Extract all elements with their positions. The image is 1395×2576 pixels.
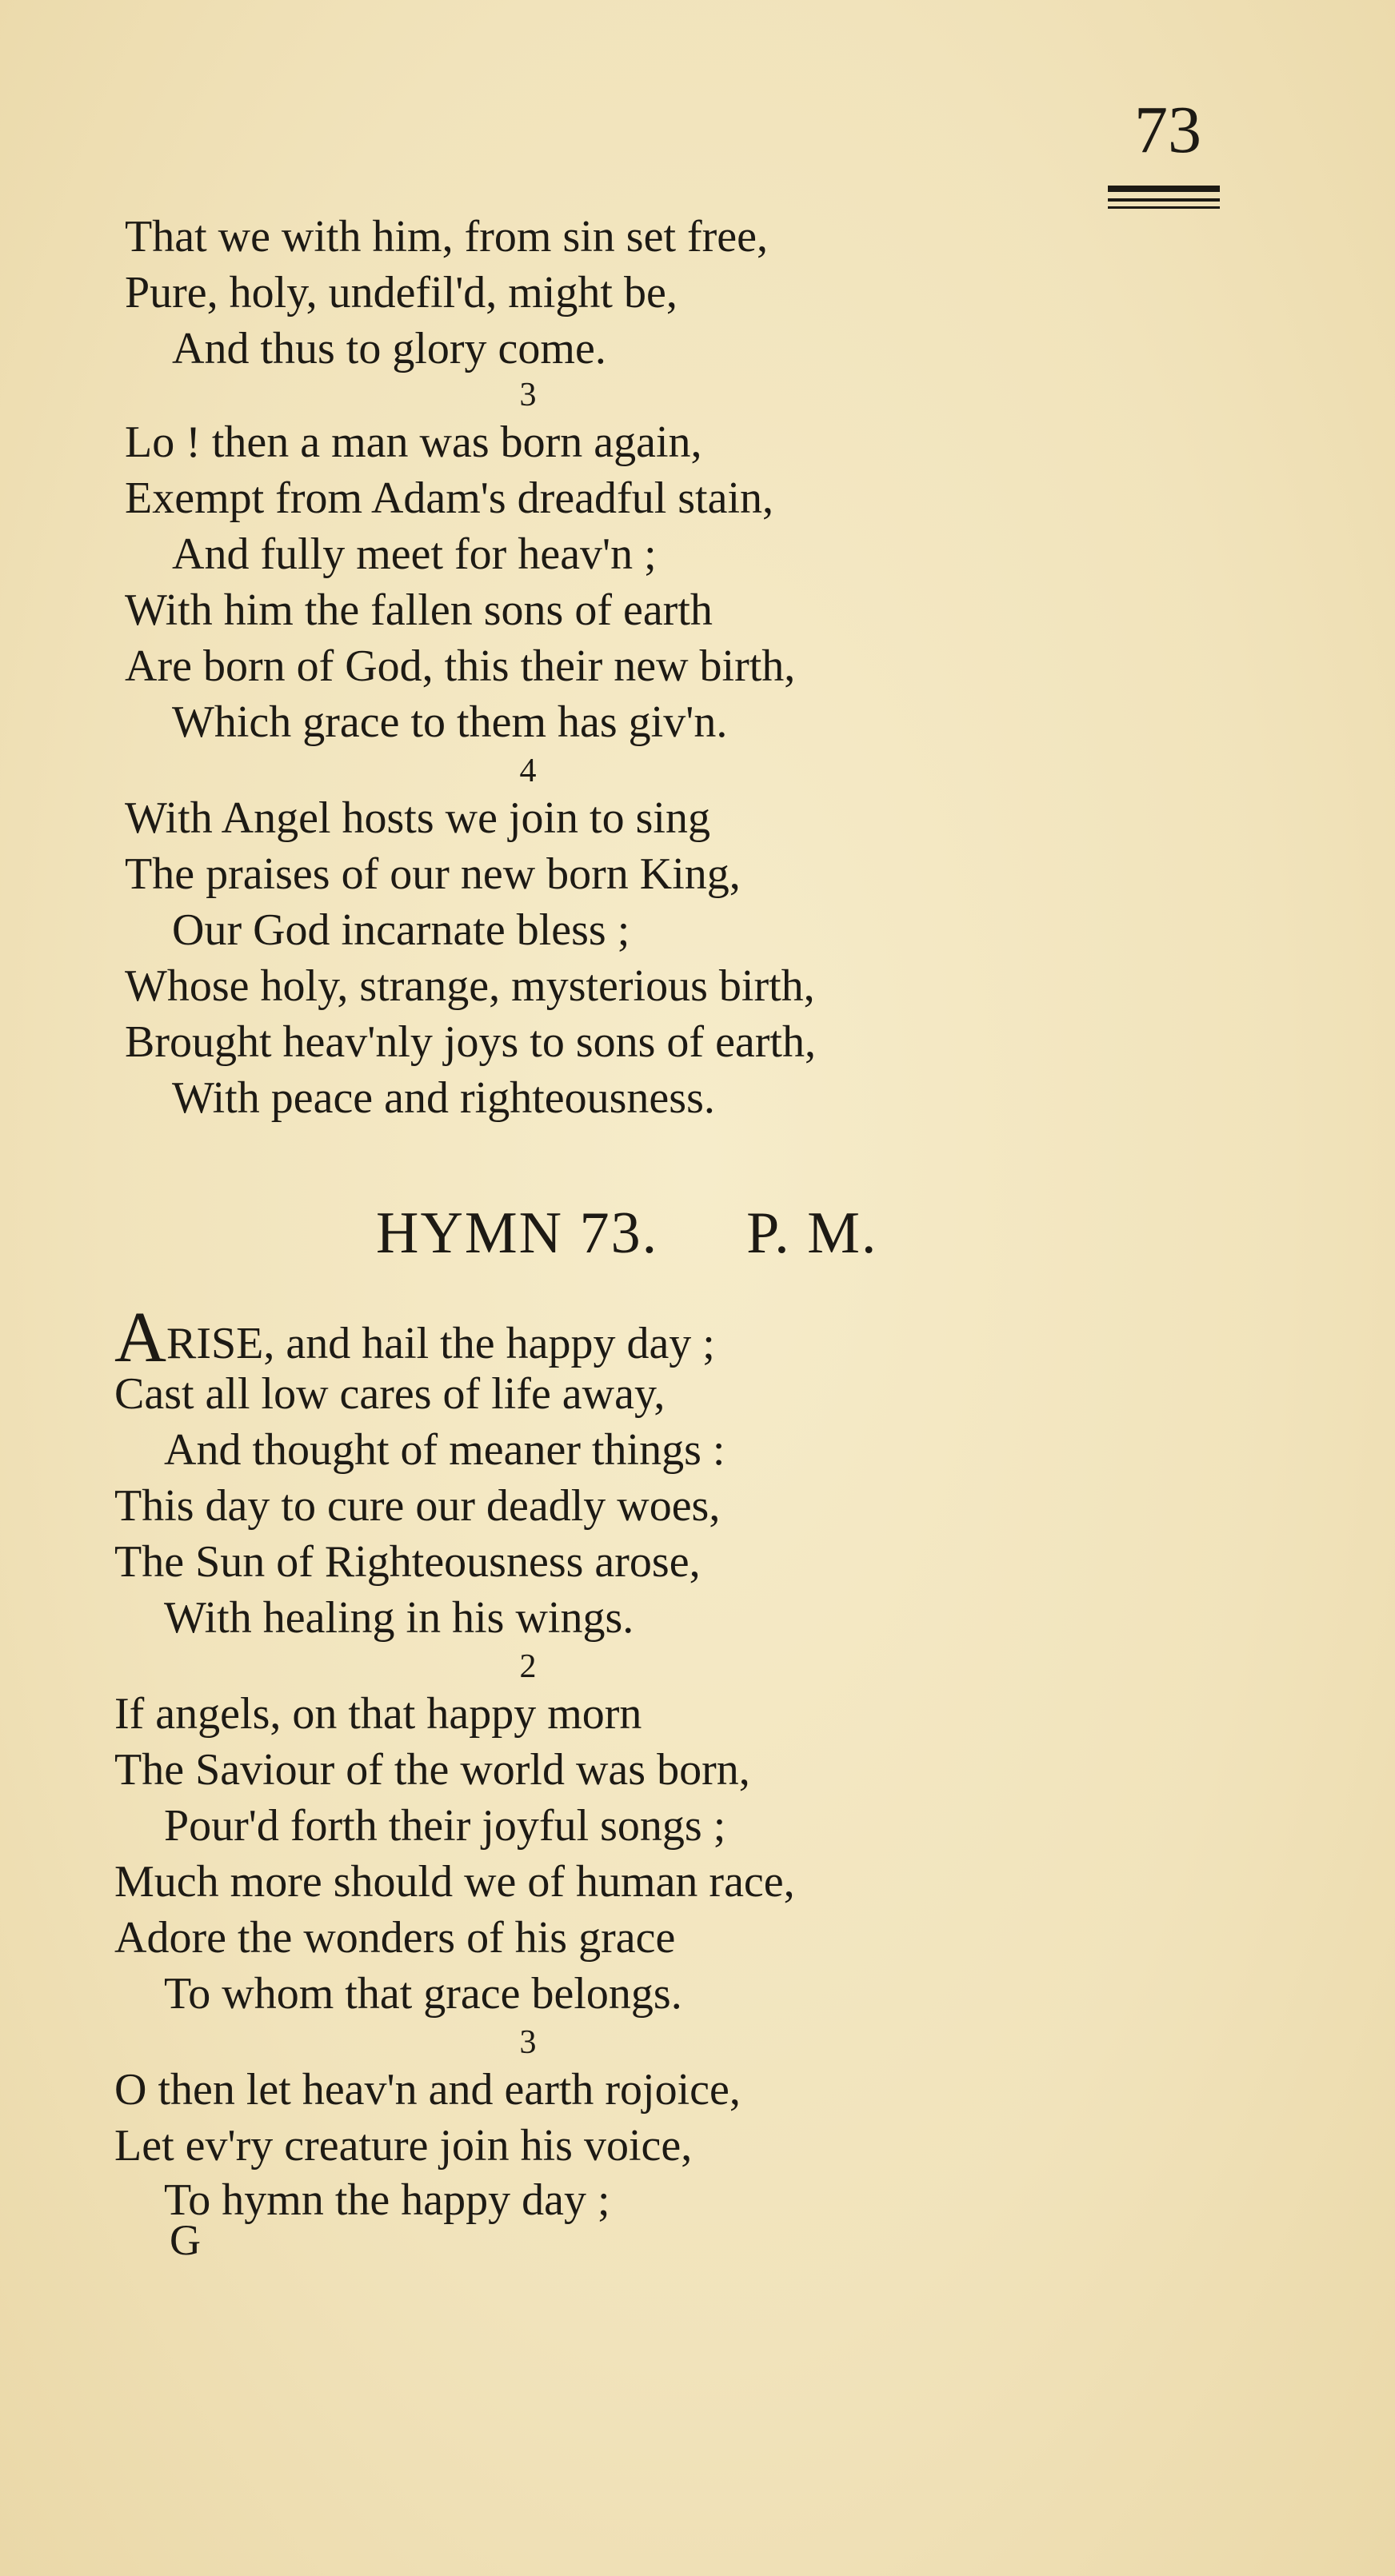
- verse-line: And thought of meaner things :: [164, 1425, 725, 1475]
- verse-line: With Angel hosts we join to sing: [125, 793, 710, 843]
- verse-number: 3: [519, 2024, 537, 2061]
- verse-line: And fully meet for heav'n ;: [172, 529, 657, 579]
- verse-line: O then let heav'n and earth rojoice,: [114, 2065, 741, 2115]
- verse-line: Brought heav'nly joys to sons of earth,: [125, 1017, 816, 1067]
- page-number: 73: [1134, 93, 1201, 167]
- header-rule: [1108, 206, 1220, 209]
- verse-line: To whom that grace belongs.: [164, 1969, 682, 2019]
- verse-line: If angels, on that happy morn: [114, 1689, 642, 1739]
- verse-line: Pour'd forth their joyful songs ;: [164, 1801, 726, 1851]
- verse-line: The praises of our new born King,: [125, 849, 741, 899]
- verse-line: The Saviour of the world was born,: [114, 1745, 750, 1795]
- verse-line: Cast all low cares of life away,: [114, 1369, 666, 1419]
- verse-number: 3: [519, 377, 537, 413]
- verse-line: [114, 1298, 715, 1377]
- verse-line: To hymn the happy day ;: [164, 2175, 610, 2225]
- verse-line: With him the fallen sons of earth: [125, 585, 713, 635]
- first-line-rest: RISE, and hail the happy day ;: [166, 1319, 715, 1368]
- verse-line: Exempt from Adam's dreadful stain,: [125, 473, 774, 523]
- verse-line: Our God incarnate bless ;: [172, 905, 630, 955]
- verse-line: Adore the wonders of his grace: [114, 1913, 676, 1963]
- verse-line: With peace and righteousness.: [172, 1073, 715, 1123]
- hymn-heading: [376, 1200, 877, 1267]
- verse-line: Whose holy, strange, mysterious birth,: [125, 961, 815, 1011]
- header-rule: [1108, 198, 1220, 202]
- verse-number: 2: [519, 1648, 537, 1685]
- hymn-meter: P. M.: [746, 1200, 878, 1266]
- verse-line: Let ev'ry creature join his voice,: [114, 2121, 693, 2171]
- verse-line: This day to cure our deadly woes,: [114, 1481, 721, 1531]
- signature-mark: G: [170, 2216, 201, 2264]
- verse-line: Which grace to them has giv'n.: [172, 697, 728, 747]
- verse-line: Lo ! then a man was born again,: [125, 417, 702, 467]
- verse-line: The Sun of Righteousness arose,: [114, 1537, 701, 1587]
- verse-line: Pure, holy, undefil'd, might be,: [125, 268, 678, 318]
- verse-line: With healing in his wings.: [164, 1593, 634, 1643]
- verse-line: Are born of God, this their new birth,: [125, 641, 796, 691]
- header-rule: [1108, 186, 1220, 192]
- hymn-title: HYMN 73.: [376, 1200, 659, 1266]
- verse-line: Much more should we of human race,: [114, 1857, 795, 1907]
- verse-number: 4: [519, 753, 537, 789]
- verse-line: And thus to glory come.: [172, 324, 606, 373]
- drop-cap: A: [114, 1298, 166, 1377]
- verse-line: That we with him, from sin set free,: [125, 212, 769, 262]
